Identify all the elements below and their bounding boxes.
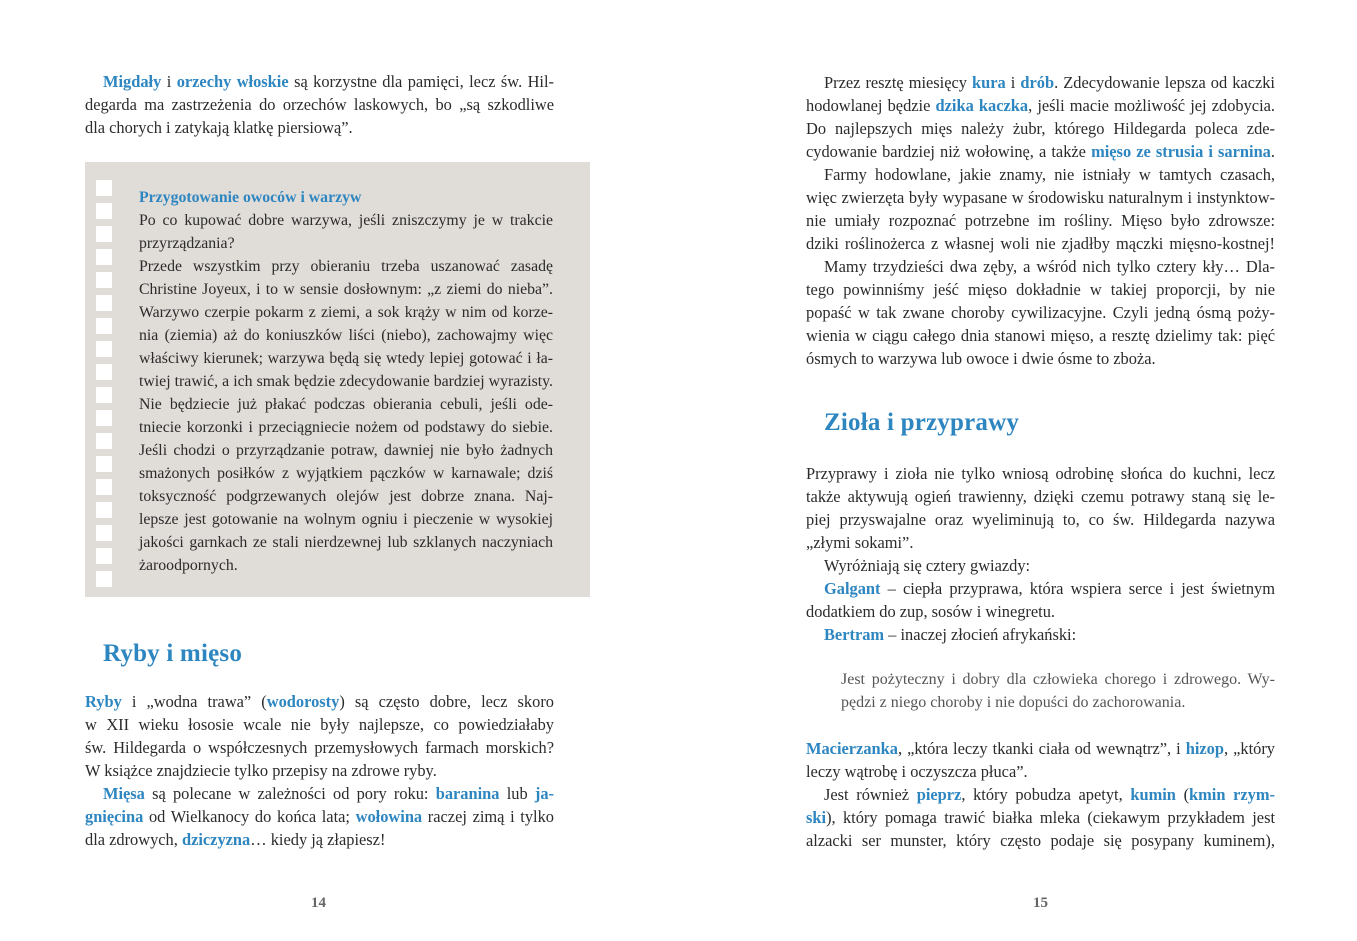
text-run: – inaczej złocień afrykański:	[884, 625, 1077, 644]
right-bottom-paragraph	[806, 737, 1275, 852]
text-line	[806, 186, 1275, 209]
text-run: leczy wątrobę i oczyszcza płuca”.	[806, 762, 1028, 781]
text-run: cydowanie bardziej niż wołowinę, a także	[806, 142, 1092, 161]
text-run: raczej zimą i tylko	[422, 807, 554, 826]
bertram-quote	[841, 668, 1275, 714]
text-run: , który pobudza apetyt,	[961, 785, 1131, 804]
highlighted-term: Macierzanka	[806, 739, 898, 758]
checkbox-square-icon	[96, 502, 112, 518]
text-line	[806, 94, 1275, 117]
text-line: twiej trawić, a ich smak będzie zdecydowanie bardziej wyrazisty.	[139, 373, 553, 390]
checkbox-square-icon	[96, 364, 112, 380]
text-run: , jeśli macie możliwość jej zdobycia.	[1028, 96, 1276, 115]
checkbox-square-icon	[96, 272, 112, 288]
checkbox-square-icon	[96, 341, 112, 357]
text-line	[806, 347, 1275, 370]
left-page	[0, 0, 678, 941]
text-run: w XII wieku łososie wcale nie były najlepsze, co powiedziałaby	[85, 715, 554, 734]
text-run: dla zdrowych,	[85, 830, 182, 849]
text-line	[806, 600, 1275, 623]
checkbox-square-icon	[96, 571, 112, 587]
text-line: właściwy kierunek; warzywa będą się wtedy lepiej gotować i ła-	[139, 350, 553, 367]
text-run: , „która leczy tkanki ciała od wewnątrz”, i	[897, 739, 1186, 758]
highlighted-term: baranina	[435, 784, 500, 803]
text-run: alzacki ser munster, który często podaje się posypany kuminem),	[806, 831, 1275, 850]
text-line	[85, 690, 554, 713]
text-run: . Zdecydowanie lepsza od kaczki	[1054, 73, 1275, 92]
text-line: Po co kupować dobre warzywa, jeśli zniszczymy je w trakcie	[139, 212, 553, 229]
highlighted-term: Ryby	[85, 692, 122, 711]
text-line	[806, 829, 1275, 852]
text-line	[85, 93, 554, 116]
text-run: od Wielkanocy do końca lata;	[143, 807, 356, 826]
text-run: Farmy hodowlane, jakie znamy, nie istniały w tamtych czasach,	[824, 165, 1275, 184]
checkbox-square-icon	[96, 295, 112, 311]
text-run: hodowlanej będzie	[806, 96, 936, 115]
page-number-left: 14	[311, 895, 326, 911]
text-line: lepsze jest gotowanie na wolnym ogniu i pieczenie w wysokiej	[139, 511, 553, 528]
highlighted-term: gnięcina	[85, 807, 144, 826]
checkbox-square-icon	[96, 410, 112, 426]
text-line: pędzi z niego choroby i nie dopuści do zachorowania.	[841, 694, 1186, 711]
right-mid-paragraph	[806, 462, 1275, 646]
checkbox-square-icon	[96, 479, 112, 495]
section-heading-ziola: Zioła i przyprawy	[824, 409, 1020, 436]
text-line	[806, 71, 1275, 94]
text-run: piej przyswajalne oraz wyeliminują to, co św. Hildegarda nazywa	[806, 510, 1275, 529]
text-line	[85, 736, 554, 759]
text-line	[806, 737, 1275, 760]
text-line	[806, 117, 1275, 140]
text-run: Jest również	[824, 785, 917, 804]
tip-box-text	[139, 209, 553, 577]
text-line	[806, 485, 1275, 508]
text-line	[806, 554, 1275, 577]
text-line	[806, 324, 1275, 347]
highlighted-term: ski	[806, 808, 827, 827]
right-top-paragraph	[806, 71, 1275, 370]
text-run: Do najlepszych mięs należy żubr, którego Hildegarda poleca zde-	[806, 119, 1275, 138]
tip-box-title: Przygotowanie owoców i warzyw	[139, 189, 362, 206]
text-run: tego powinniśmy jeść mięso dokładnie w takiej proporcji, by nie	[806, 280, 1275, 299]
text-line	[806, 531, 1275, 554]
highlighted-term: kumin	[1130, 785, 1176, 804]
highlighted-term: pieprz	[916, 785, 962, 804]
text-line	[806, 783, 1275, 806]
text-run: lub	[499, 784, 535, 803]
text-run: nie umiały rozpoznać potrzebne im rośliny. Mięso było zdrowsze:	[806, 211, 1275, 230]
text-run: degarda ma zastrzeżenia do orzechów laskowych, bo „są szkodliwe	[85, 95, 554, 114]
text-run: więc zwierzęta były wypasane w środowisku naturalnym i instynktow-	[806, 188, 1275, 207]
text-run: są polecane w zależności od pory roku:	[144, 784, 436, 803]
text-run: Przez resztę miesięcy	[824, 73, 973, 92]
text-run: – ciepła przyprawa, która wspiera serce i jest świetnym	[880, 579, 1275, 598]
highlighted-term: wodorosty	[266, 692, 340, 711]
text-line: tniecie korzonki i przeciągniecie nożem od podstawy do siebie.	[139, 419, 553, 436]
text-run: Wyróżniają się cztery gwiazdy:	[824, 556, 1031, 575]
text-run: są korzystne dla pamięci, lecz św. Hil-	[288, 72, 555, 91]
text-line	[85, 828, 554, 851]
highlighted-term: dzika kaczka	[935, 96, 1029, 115]
text-run: i „wodna trawa” (	[121, 692, 267, 711]
text-run: ósmych to warzywa lub owoce i dwie ósme to zboża.	[806, 349, 1156, 368]
highlighted-term: hizop	[1185, 739, 1224, 758]
text-run: Przyprawy i zioła nie tylko wniosą odrobinę słońca do kuchni, lecz	[806, 464, 1275, 483]
tip-box-content	[139, 186, 553, 577]
highlighted-term: Bertram	[824, 625, 885, 644]
text-line: Jeśli chodzi o przyrządzanie potraw, dawniej nie było żadnych	[139, 442, 553, 459]
text-line: nia (ziemia) aż do koniuszków liści (niebo), zachowajmy więc	[139, 327, 553, 344]
text-line: jakości garnkach ze stali nierdzewnej lub szklanych naczyniach	[139, 534, 553, 551]
text-line	[806, 301, 1275, 324]
highlighted-term: orzechy włoskie	[176, 72, 289, 91]
text-run: W książce znajdziecie tylko przepisy na zdrowe ryby.	[85, 761, 437, 780]
text-line	[85, 70, 554, 93]
text-run: (	[1175, 785, 1190, 804]
highlighted-term: kmin rzym-	[1189, 785, 1275, 804]
highlighted-term: wołowina	[355, 807, 423, 826]
text-line	[806, 278, 1275, 301]
checkbox-square-icon	[96, 387, 112, 403]
text-run: dziki roślinożerca z własnej woli nie zjadłby mączki mięsno-kostnej!	[806, 234, 1275, 253]
text-line: toksyczność podgrzewanych olejów jest dobrze znana. Naj-	[139, 488, 553, 505]
text-line: smażonych posiłków z wyjątkiem pączków w karnawale; dziś	[139, 465, 553, 482]
text-line	[806, 806, 1275, 829]
text-run: także aktywują ogień trawienny, dzięki czemu potrawy staną się le-	[806, 487, 1275, 506]
text-line: Jest pożyteczny i dobry dla człowieka chorego i zdrowego. Wy-	[841, 671, 1275, 688]
text-line	[806, 255, 1275, 278]
text-line	[806, 577, 1275, 600]
checkbox-square-icon	[96, 525, 112, 541]
text-run: dodatkiem do zup, sosów i winegretu.	[806, 602, 1056, 621]
text-line: przyrządzania?	[139, 235, 235, 252]
text-run: „złymi sokami”.	[806, 533, 914, 552]
checkbox-square-icon	[96, 433, 112, 449]
text-run: i	[1005, 73, 1021, 92]
text-run: , „który	[1223, 739, 1275, 758]
text-line	[806, 140, 1275, 163]
text-line: Warzywo czerpie pokarm z ziemi, a sok krąży w nim od korze-	[139, 304, 553, 321]
text-run: ) są często dobre, lecz skoro	[339, 692, 554, 711]
text-line: żaroodpornych.	[139, 557, 238, 574]
text-line	[806, 623, 1275, 646]
text-line	[806, 462, 1275, 485]
text-run: popaść w tak zwane choroby cywilizacyjne. Czyli jedną ósmą poży-	[806, 303, 1275, 322]
right-page	[678, 0, 1357, 941]
highlighted-term: drób	[1020, 73, 1055, 92]
section-heading-ryby: Ryby i mięso	[103, 640, 243, 667]
checkbox-square-icon	[96, 203, 112, 219]
text-run: dla chorych i zatykają klatkę piersiową”.	[85, 118, 353, 137]
text-line: Przede wszystkim przy obieraniu trzeba uszanować zasadę	[139, 258, 553, 275]
text-line	[806, 209, 1275, 232]
text-line	[85, 759, 554, 782]
checkbox-square-icon	[96, 318, 112, 334]
highlighted-term: Mięsa	[103, 784, 145, 803]
checkbox-square-icon	[96, 226, 112, 242]
checkbox-square-icon	[96, 180, 112, 196]
text-line	[806, 232, 1275, 255]
page-number-right: 15	[1033, 895, 1048, 911]
highlighted-term: ja-	[534, 784, 555, 803]
checkbox-square-icon	[96, 548, 112, 564]
text-run: .	[1270, 142, 1275, 161]
text-line: Nie będziecie już płakać podczas obierania cebuli, jeśli ode-	[139, 396, 553, 413]
text-run: św. Hildegarda o współczesnych przemysłowych farmach morskich?	[85, 738, 554, 757]
highlighted-term: Migdały	[103, 72, 162, 91]
text-line	[806, 760, 1275, 783]
text-line	[85, 116, 554, 139]
text-run: … kiedy ją złapiesz!	[250, 830, 386, 849]
text-run: ), który pomaga trawić białka mleka (ciekawym przykładem jest	[826, 808, 1275, 827]
text-line	[806, 508, 1275, 531]
left-intro-paragraph	[85, 70, 554, 139]
text-run: wienia w ciągu całego dnia stanowi mięso, a resztę dzielimy tak: pięć	[806, 326, 1275, 345]
text-run: i	[161, 72, 177, 91]
highlighted-term: mięso ze strusia i sarnina	[1091, 142, 1271, 161]
highlighted-term: kura	[972, 73, 1006, 92]
highlighted-term: Galgant	[824, 579, 881, 598]
text-line	[85, 805, 554, 828]
text-line	[85, 782, 554, 805]
checkbox-square-icon	[96, 456, 112, 472]
tip-box	[85, 162, 590, 597]
text-line	[806, 163, 1275, 186]
left-body-paragraph	[85, 690, 554, 851]
highlighted-term: dziczyzna	[181, 830, 251, 849]
text-line: Christine Joyeux, i to w sensie dosłownym: „z ziemi do nieba”.	[139, 281, 553, 298]
text-run: Mamy trzydzieści dwa zęby, a wśród nich tylko cztery kły… Dla-	[824, 257, 1275, 276]
text-line	[85, 713, 554, 736]
checkbox-square-icon	[96, 249, 112, 265]
